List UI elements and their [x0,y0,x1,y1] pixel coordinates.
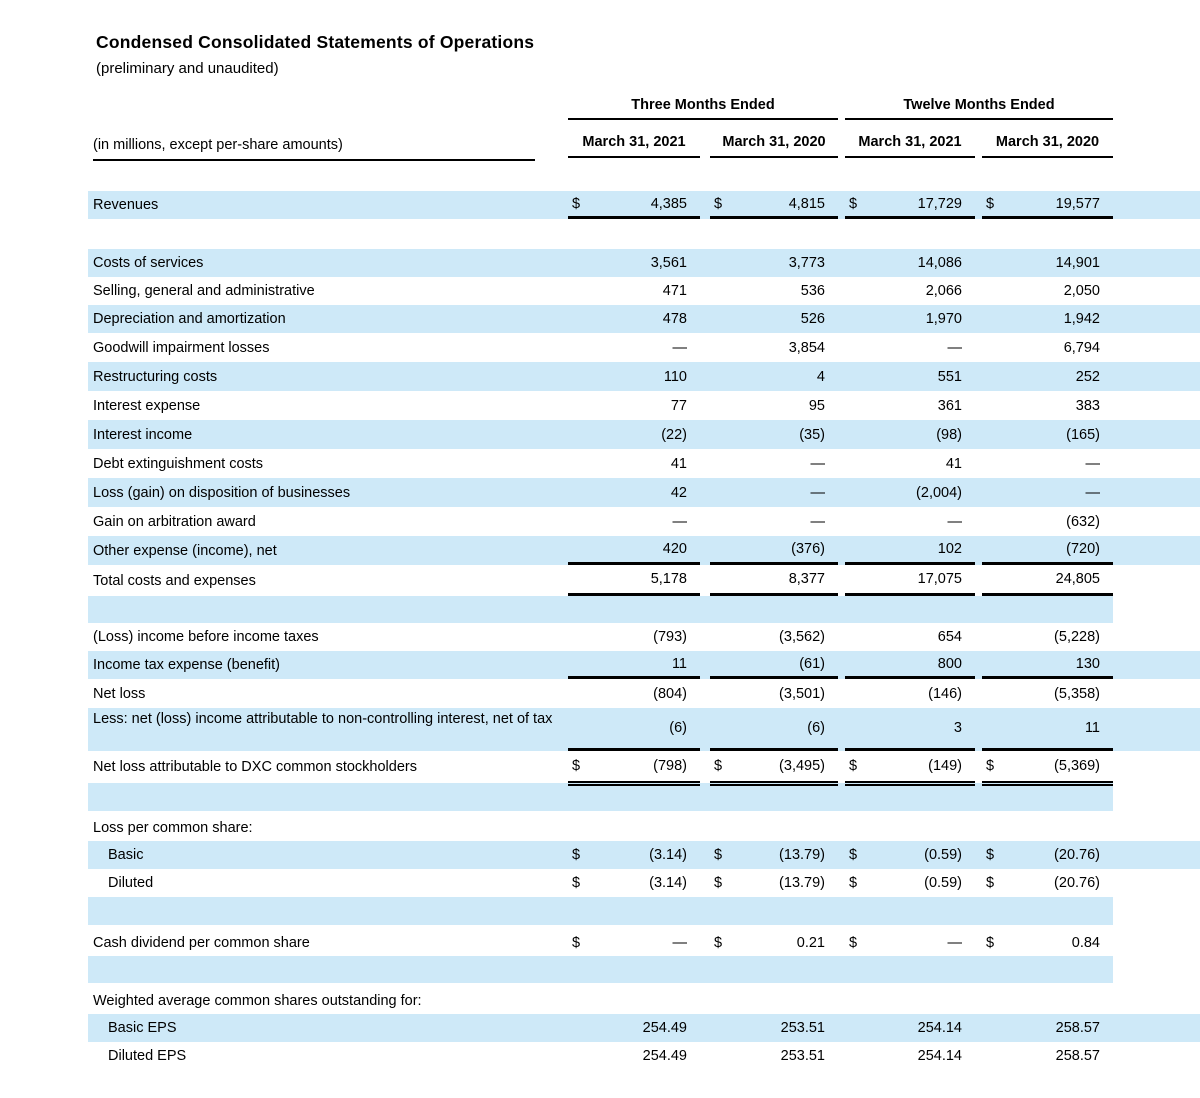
table-row [88,420,1200,449]
value-cell [845,751,975,783]
cell-value: (146) [928,685,962,702]
cell-value: 2,050 [1063,283,1100,299]
value-cell [845,420,975,449]
table-row [88,449,1200,478]
row-label: Revenues [93,197,159,213]
dollar-sign: $ [986,934,995,951]
dollar-sign: $ [714,758,723,774]
cell-value: (149) [928,758,962,774]
value-cell [845,449,975,478]
value-cell [845,1014,975,1042]
spacer-row [88,783,1113,811]
table-row [88,708,1200,751]
cell-value: 3,561 [650,255,687,271]
cell-value: (3,501) [779,685,825,702]
row-label: Loss (gain) on disposition of businesses [93,484,351,501]
value-cell [710,869,838,897]
dollar-sign: $ [849,847,858,863]
value-cell [568,1042,700,1070]
cell-value: 17,075 [917,571,962,587]
cell-value: (35) [799,426,825,443]
column-header-row [88,131,1200,161]
row-label: Cash dividend per common share [93,934,310,951]
value-cell [710,623,838,651]
value-cell [982,249,1113,277]
value-cell [568,565,700,596]
value-cell [568,751,700,783]
column-header-q-2021: March 31, 2021 [568,131,700,161]
cell-value: 14,086 [917,255,962,271]
column-header-fy-2021: March 31, 2021 [845,131,975,161]
value-cell [982,565,1113,596]
cell-value: — [947,934,962,951]
cell-value: 95 [808,397,825,414]
value-cell [845,277,975,305]
cell-value: 11 [1084,720,1100,736]
cell-value: 536 [800,283,825,299]
value-cell [845,651,975,679]
value-cell [710,507,838,536]
value-cell [982,536,1113,565]
value-cell [845,841,975,869]
cell-value: 3,773 [788,255,825,271]
cell-value: (61) [799,655,825,672]
column-header-fy-2020: March 31, 2020 [982,131,1113,161]
value-cell [982,191,1113,219]
table-row [88,929,1200,956]
row-label: Net loss attributable to DXC common stockholders [93,759,417,775]
value-cell [845,507,975,536]
value-cell [845,679,975,708]
value-cell [710,362,838,391]
value-cell [710,751,838,783]
cell-value: 130 [1075,655,1100,672]
spacer-row [88,956,1113,983]
value-cell [710,249,838,277]
cell-value: 258.57 [1055,1048,1100,1064]
cell-value: 6,794 [1063,339,1100,356]
value-cell [982,478,1113,507]
row-label: Interest expense [93,397,201,414]
dollar-sign: $ [572,847,581,863]
dollar-sign: $ [714,875,723,891]
value-cell [568,651,700,679]
page-title: Condensed Consolidated Statements of Operations [96,32,535,52]
cell-value: (3.14) [649,875,687,891]
value-cell [982,305,1113,333]
value-cell [568,507,700,536]
cell-value: — [810,455,825,472]
table-row [88,841,1200,869]
cell-value: 551 [937,368,962,385]
value-cell [568,449,700,478]
value-cell [982,869,1113,897]
value-cell [568,869,700,897]
cell-value: (632) [1066,513,1100,530]
cell-value: — [810,484,825,501]
cell-value: (0.59) [924,847,962,863]
table-row [88,679,1200,708]
value-cell [568,679,700,708]
table-row [88,815,1113,841]
row-label: Gain on arbitration award [93,513,256,530]
cell-value: (22) [661,426,687,443]
cell-value: — [1085,455,1100,472]
cell-value: 102 [937,541,962,557]
value-cell [982,333,1113,362]
table-row [88,536,1200,565]
cell-value: 19,577 [1055,195,1100,212]
row-label: Selling, general and administrative [93,283,315,299]
table-row [88,1042,1200,1070]
table-row [88,869,1200,897]
value-cell [845,478,975,507]
row-label: Diluted EPS [108,1048,187,1064]
cell-value: (13.79) [779,847,825,863]
value-cell [982,929,1113,956]
column-header-q-2020: March 31, 2020 [710,131,838,161]
table-row [88,565,1200,596]
cell-value: 478 [662,311,687,327]
value-cell [568,420,700,449]
cell-value: 4 [816,368,825,385]
value-cell [982,751,1113,783]
cell-value: (20.76) [1054,875,1100,891]
table-row [88,249,1200,277]
value-cell [845,191,975,219]
value-cell [982,708,1113,751]
table-row [88,362,1200,391]
cell-value: 0.21 [796,934,825,951]
cell-value: (6) [807,720,825,736]
table-row [88,751,1200,783]
value-cell [710,333,838,362]
value-cell [710,536,838,565]
dollar-sign: $ [572,934,581,951]
row-label: (Loss) income before income taxes [93,629,319,645]
value-cell [982,507,1113,536]
cell-value: (165) [1066,426,1100,443]
value-cell [982,277,1113,305]
cell-value: 42 [670,484,687,501]
row-label: Restructuring costs [93,368,218,385]
cell-value: 41 [670,455,687,472]
cell-value: (376) [791,541,825,557]
row-label: Goodwill impairment losses [93,339,270,356]
value-cell [710,191,838,219]
cell-value: 3 [953,720,962,736]
row-label: Loss per common share: [93,820,253,836]
cell-value: 3,854 [788,339,825,356]
table-row [88,1014,1200,1042]
table-row [88,391,1200,420]
dollar-sign: $ [714,934,723,951]
cell-value: 8,377 [788,571,825,587]
dollar-sign: $ [986,195,995,212]
value-cell [982,362,1113,391]
value-cell [568,362,700,391]
value-cell [568,391,700,420]
spacer-row [88,897,1113,925]
dollar-sign: $ [714,847,723,863]
cell-value: 252 [1075,368,1100,385]
value-cell [982,841,1113,869]
value-cell [710,1042,838,1070]
value-cell [845,1042,975,1070]
row-label: Less: net (loss) income attributable to non-controlling interest, net of tax [93,711,553,727]
cell-value: 254.14 [917,1048,962,1064]
value-cell [710,708,838,751]
cell-value: 4,385 [650,195,687,212]
dollar-sign: $ [986,875,995,891]
value-cell [982,1014,1113,1042]
value-cell [710,277,838,305]
value-cell [568,305,700,333]
value-cell [568,277,700,305]
value-cell [710,391,838,420]
cell-value: 4,815 [788,195,825,212]
cell-value: 0.84 [1071,934,1100,951]
cell-value: 2,066 [925,283,962,299]
cell-value: (3,495) [779,758,825,774]
cell-value: 420 [662,541,687,557]
value-cell [568,536,700,565]
value-cell [710,565,838,596]
dollar-sign: $ [986,847,995,863]
value-cell [845,623,975,651]
cell-value: (0.59) [924,875,962,891]
value-cell [845,708,975,751]
cell-value: — [672,513,687,530]
value-cell [845,333,975,362]
value-cell [710,679,838,708]
spacer-row [88,596,1113,623]
table-row [88,478,1200,507]
cell-value: — [947,339,962,356]
value-cell [982,420,1113,449]
cell-value: — [672,934,687,951]
table-row [88,651,1200,679]
statement-rows [88,191,1200,1070]
value-cell [710,651,838,679]
value-cell [710,1014,838,1042]
value-cell [845,362,975,391]
dollar-sign: $ [572,195,581,212]
value-cell [845,565,975,596]
value-cell [568,623,700,651]
dollar-sign: $ [849,195,858,212]
cell-value: (720) [1066,541,1100,557]
value-cell [845,536,975,565]
value-cell [845,929,975,956]
value-cell [710,929,838,956]
row-label: Diluted [108,875,154,891]
cell-value: 471 [662,283,687,299]
dollar-sign: $ [572,875,581,891]
value-cell [710,420,838,449]
cell-value: 254.49 [642,1020,687,1036]
row-label: Depreciation and amortization [93,311,286,327]
cell-value: (13.79) [779,875,825,891]
cell-value: (98) [936,426,962,443]
value-cell [710,478,838,507]
value-cell [845,249,975,277]
row-label: Basic EPS [108,1020,177,1036]
row-label: Debt extinguishment costs [93,455,264,472]
cell-value: (3,562) [779,629,825,645]
cell-value: 526 [800,311,825,327]
row-label: Other expense (income), net [93,542,277,559]
table-row [88,191,1200,219]
table-row [88,623,1200,651]
cell-value: (798) [653,758,687,774]
cell-value: 254.14 [917,1020,962,1036]
row-label: Weighted average common shares outstanding for: [93,992,422,1009]
cell-value: (5,228) [1054,629,1100,645]
cell-value: — [672,339,687,356]
cell-value: (2,004) [916,484,962,501]
row-label: Costs of services [93,255,204,271]
value-cell [982,623,1113,651]
cell-value: 110 [663,368,687,385]
value-cell [845,869,975,897]
cell-value: 253.51 [780,1048,825,1064]
cell-value: 24,805 [1055,571,1100,587]
value-cell [568,929,700,956]
value-cell [982,391,1113,420]
cell-value: 383 [1075,397,1100,414]
value-cell [568,1014,700,1042]
table-row [88,333,1200,362]
cell-value: 361 [937,397,962,414]
value-cell [845,305,975,333]
value-cell [982,1042,1113,1070]
value-cell [710,449,838,478]
value-cell [568,191,700,219]
page-subtitle: (preliminary and unaudited) [96,60,279,77]
row-label: Net loss [93,685,146,702]
dollar-sign: $ [849,934,858,951]
cell-value: — [1085,484,1100,501]
value-cell [568,249,700,277]
value-cell [710,841,838,869]
cell-value: (5,358) [1054,685,1100,702]
cell-value: 253.51 [780,1020,825,1036]
cell-value: (20.76) [1054,847,1100,863]
row-label: Basic [108,847,144,863]
dollar-sign: $ [986,758,995,774]
row-label: Income tax expense (benefit) [93,657,280,673]
row-label: Total costs and expenses [93,572,256,589]
cell-value: — [947,513,962,530]
cell-value: (804) [653,685,687,702]
cell-value: 1,942 [1063,311,1100,327]
row-label: Interest income [93,426,193,443]
table-row [88,507,1200,536]
value-cell [982,651,1113,679]
value-cell [568,841,700,869]
units-note-cell [88,137,568,161]
spanner-three-months: Three Months Ended [568,97,838,120]
value-cell [982,449,1113,478]
dollar-sign: $ [849,875,858,891]
dollar-sign: $ [572,758,581,774]
cell-value: 77 [670,397,687,414]
table-row [88,305,1200,333]
value-cell [568,333,700,362]
table-row [88,277,1200,305]
cell-value: — [810,513,825,530]
value-cell [568,708,700,751]
cell-value: (793) [653,629,687,645]
value-cell [568,478,700,507]
value-cell [845,391,975,420]
dollar-sign: $ [714,195,723,212]
cell-value: 11 [671,655,687,672]
spanner-twelve-months: Twelve Months Ended [845,97,1113,120]
value-cell [710,305,838,333]
cell-value: (3.14) [649,847,687,863]
cell-value: 5,178 [650,571,687,587]
cell-value: (6) [669,720,687,736]
cell-value: 254.49 [642,1048,687,1064]
cell-value: 800 [937,655,962,672]
spacer-row [88,219,1113,249]
cell-value: 41 [945,455,962,472]
cell-value: 17,729 [917,195,962,212]
value-cell [982,679,1113,708]
cell-value: 258.57 [1055,1020,1100,1036]
cell-value: (5,369) [1054,758,1100,774]
dollar-sign: $ [849,758,858,774]
period-spanner-row [88,96,1200,120]
units-note: (in millions, except per-share amounts) [93,137,535,161]
cell-value: 14,901 [1055,255,1100,271]
table-row [88,987,1113,1014]
cell-value: 654 [937,629,962,645]
cell-value: 1,970 [925,311,962,327]
